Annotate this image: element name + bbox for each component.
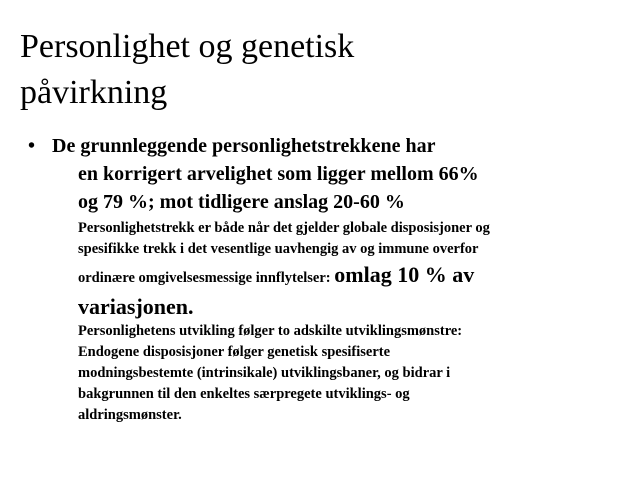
development-line-5: aldringsmønster. (78, 407, 182, 423)
specific-text-line-1: Personlighetstrekk er både når det gjelder globale disposisjoner og (78, 220, 490, 236)
mixed-small-text: ordinære omgivelsesmessige innflytelser: (78, 270, 335, 286)
development-line-2: Endogene disposisjoner følger genetisk spesifiserte (78, 344, 391, 360)
bullet-dot: • (28, 135, 36, 157)
mixed-big-text: omlag 10 % av (334, 262, 475, 287)
main-text-line-1: De grunnleggende personlighetstrekkene har (52, 135, 436, 157)
title-line-1: Personlighet og genetisk (20, 28, 355, 65)
variasjonen-text: variasjonen. (78, 294, 194, 319)
specific-text-block (52, 218, 612, 426)
development-line-3: modningsbestemte (intrinsikale) utviklingsbaner, og bidrar i (78, 365, 451, 381)
title-line-2: påvirkning (20, 74, 168, 111)
main-text-line-2: en korrigert arvelighet som ligger mellom 66% (78, 163, 479, 185)
specific-text-line-2: spesifikke trekk i det vesentlige uavhengig av og immune overfor (78, 241, 479, 257)
main-text-line-3: og 79 %; mot tidligere anslag 20-60 % (78, 191, 405, 213)
slide-title (20, 24, 620, 116)
development-line-4: bakgrunnen til den enkeltes særpregete utviklings- og (78, 386, 410, 402)
bullet-item (28, 132, 612, 426)
mixed-text-line (78, 260, 612, 293)
development-line-1: Personlighetens utvikling følger to adskilte utviklingsmønstre: (78, 323, 463, 339)
